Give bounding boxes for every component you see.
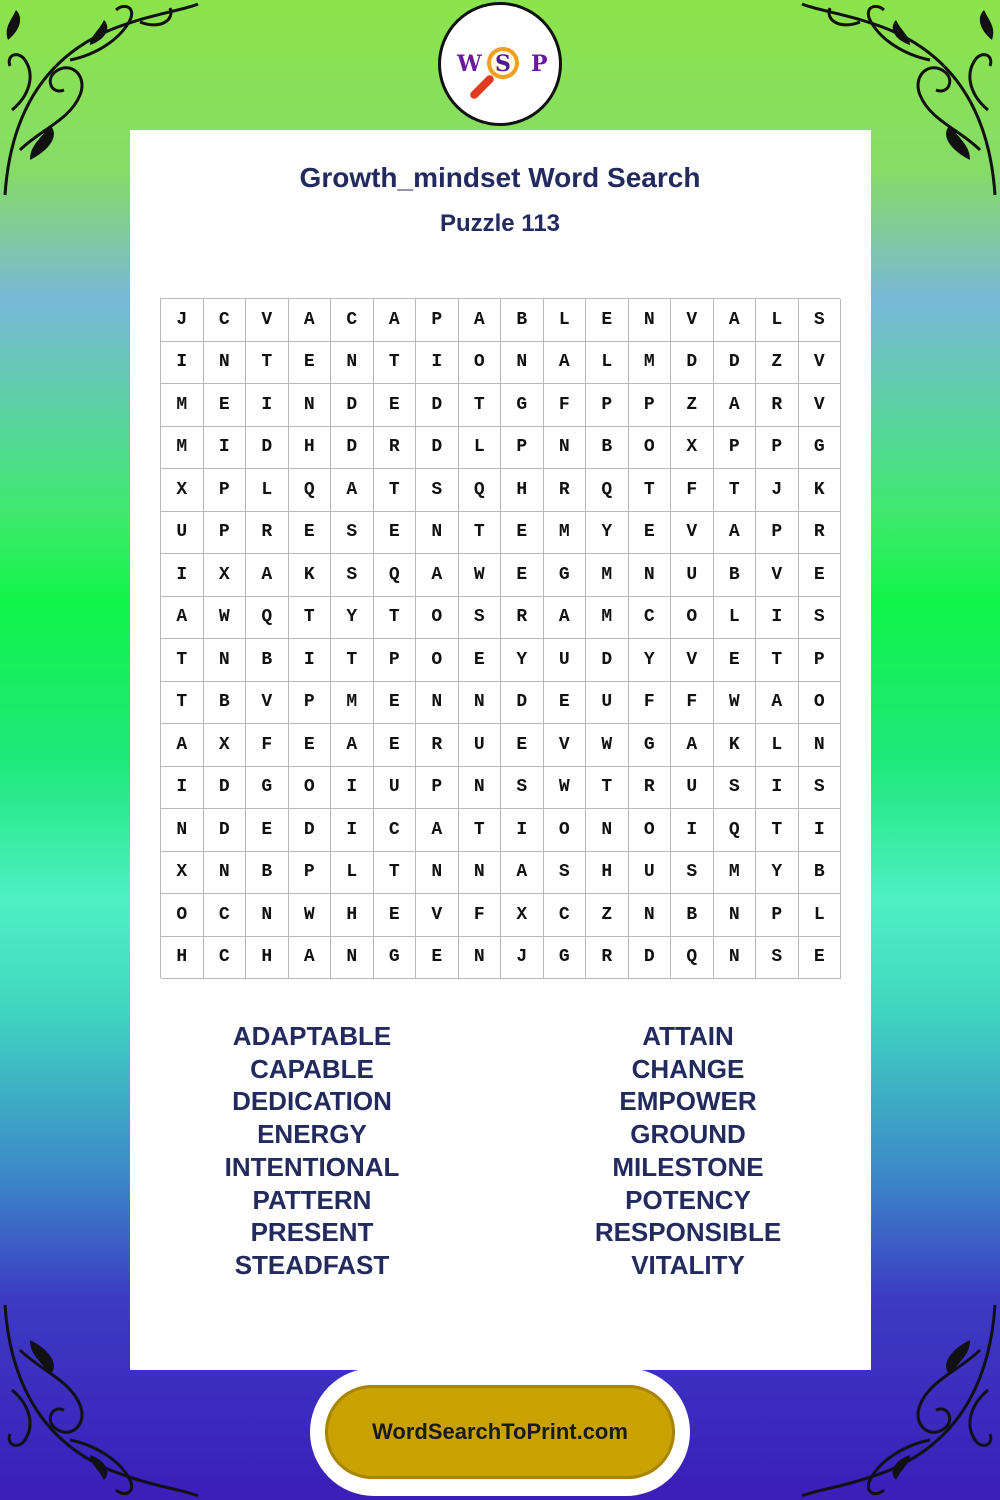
grid-cell[interactable]: A xyxy=(544,342,587,385)
word-item: EMPOWER xyxy=(619,1086,757,1117)
grid-cell[interactable]: B xyxy=(246,852,289,895)
grid-cell[interactable]: S xyxy=(501,767,544,810)
word-item: VITALITY xyxy=(631,1249,745,1280)
grid-cell[interactable]: U xyxy=(671,554,714,597)
grid-cell[interactable]: X xyxy=(204,554,247,597)
grid-cell[interactable]: E xyxy=(289,342,332,385)
grid-cell[interactable]: S xyxy=(799,767,842,810)
grid-cell[interactable]: T xyxy=(161,639,204,682)
grid-cell[interactable]: S xyxy=(544,852,587,895)
grid-cell[interactable]: G xyxy=(799,427,842,470)
grid-cell[interactable]: Z xyxy=(671,384,714,427)
website-link-button[interactable]: WordSearchToPrint.com xyxy=(325,1385,675,1479)
grid-cell[interactable]: U xyxy=(586,682,629,725)
grid-cell[interactable]: P xyxy=(289,682,332,725)
grid-cell[interactable]: K xyxy=(714,724,757,767)
grid-cell[interactable]: L xyxy=(714,597,757,640)
grid-cell[interactable]: B xyxy=(586,427,629,470)
grid-cell[interactable]: E xyxy=(374,512,417,555)
grid-cell[interactable]: I xyxy=(799,809,842,852)
grid-cell[interactable]: O xyxy=(799,682,842,725)
grid-cell[interactable]: S xyxy=(714,767,757,810)
grid-cell[interactable]: C xyxy=(204,894,247,937)
grid-cell[interactable]: T xyxy=(586,767,629,810)
magnifier-handle-icon xyxy=(469,74,496,101)
grid-cell[interactable]: V xyxy=(799,342,842,385)
grid-cell[interactable]: E xyxy=(289,512,332,555)
grid-cell[interactable]: N xyxy=(459,937,502,980)
grid-cell[interactable]: O xyxy=(629,427,672,470)
word-item: ENERGY xyxy=(257,1119,367,1150)
grid-cell[interactable]: I xyxy=(671,809,714,852)
grid-cell[interactable]: E xyxy=(246,809,289,852)
grid-cell[interactable]: V xyxy=(246,682,289,725)
grid-cell[interactable]: T xyxy=(246,342,289,385)
grid-cell[interactable]: A xyxy=(671,724,714,767)
grid-cell[interactable]: D xyxy=(671,342,714,385)
grid-cell[interactable]: T xyxy=(714,469,757,512)
grid-cell[interactable]: K xyxy=(799,469,842,512)
grid-cell[interactable]: R xyxy=(501,597,544,640)
grid-cell[interactable]: J xyxy=(501,937,544,980)
word-item: INTENTIONAL xyxy=(224,1151,400,1182)
grid-cell[interactable]: M xyxy=(331,682,374,725)
grid-cell[interactable]: W xyxy=(586,724,629,767)
grid-cell[interactable]: N xyxy=(459,852,502,895)
grid-cell[interactable]: J xyxy=(756,469,799,512)
grid-cell[interactable]: E xyxy=(204,384,247,427)
grid-cell[interactable]: P xyxy=(204,512,247,555)
grid-cell[interactable]: C xyxy=(544,894,587,937)
grid-cell[interactable]: P xyxy=(416,299,459,342)
grid-cell[interactable]: V xyxy=(756,554,799,597)
grid-cell[interactable]: I xyxy=(756,597,799,640)
grid-cell[interactable]: T xyxy=(459,809,502,852)
grid-cell[interactable]: N xyxy=(629,894,672,937)
grid-cell[interactable]: D xyxy=(204,809,247,852)
grid-cell[interactable]: S xyxy=(799,299,842,342)
grid-cell[interactable]: D xyxy=(331,384,374,427)
grid-cell[interactable]: I xyxy=(161,342,204,385)
grid-cell[interactable]: N xyxy=(629,554,672,597)
grid-cell[interactable]: E xyxy=(374,724,417,767)
grid-cell[interactable]: T xyxy=(629,469,672,512)
grid-cell[interactable]: M xyxy=(544,512,587,555)
grid-cell[interactable]: C xyxy=(374,809,417,852)
grid-cell[interactable]: L xyxy=(544,299,587,342)
grid-cell[interactable]: E xyxy=(289,724,332,767)
grid-cell[interactable]: C xyxy=(204,299,247,342)
grid-cell[interactable]: P xyxy=(629,384,672,427)
grid-cell[interactable]: Y xyxy=(586,512,629,555)
grid-cell[interactable]: Q xyxy=(586,469,629,512)
grid-cell[interactable]: S xyxy=(331,554,374,597)
grid-cell[interactable]: E xyxy=(799,554,842,597)
grid-cell[interactable]: P xyxy=(714,427,757,470)
grid-cell[interactable]: L xyxy=(756,724,799,767)
grid-cell[interactable]: B xyxy=(671,894,714,937)
grid-cell[interactable]: T xyxy=(459,384,502,427)
word-item: CAPABLE xyxy=(250,1053,374,1084)
grid-cell[interactable]: L xyxy=(586,342,629,385)
grid-cell[interactable]: X xyxy=(204,724,247,767)
grid-cell[interactable]: A xyxy=(544,597,587,640)
grid-cell[interactable]: N xyxy=(204,852,247,895)
grid-cell[interactable]: Y xyxy=(501,639,544,682)
grid-cell[interactable]: N xyxy=(416,852,459,895)
grid-cell[interactable]: R xyxy=(629,767,672,810)
grid-cell[interactable]: I xyxy=(246,384,289,427)
grid-cell[interactable]: O xyxy=(416,639,459,682)
grid-cell[interactable]: M xyxy=(161,427,204,470)
grid-cell[interactable]: P xyxy=(799,639,842,682)
grid-cell[interactable]: N xyxy=(459,767,502,810)
grid-cell[interactable]: M xyxy=(629,342,672,385)
grid-cell[interactable]: Q xyxy=(714,809,757,852)
grid-cell[interactable]: P xyxy=(416,767,459,810)
grid-cell[interactable]: E xyxy=(416,937,459,980)
grid-cell[interactable]: E xyxy=(374,682,417,725)
grid-cell[interactable]: V xyxy=(416,894,459,937)
grid-cell[interactable]: Q xyxy=(671,937,714,980)
grid-cell[interactable]: Q xyxy=(374,554,417,597)
grid-cell[interactable]: R xyxy=(756,384,799,427)
grid-cell[interactable]: C xyxy=(204,937,247,980)
grid-cell[interactable]: O xyxy=(629,809,672,852)
grid-cell[interactable]: S xyxy=(799,597,842,640)
grid-cell[interactable]: A xyxy=(501,852,544,895)
grid-cell[interactable]: N xyxy=(161,809,204,852)
grid-cell[interactable]: F xyxy=(246,724,289,767)
grid-cell[interactable]: I xyxy=(161,767,204,810)
grid-cell[interactable]: V xyxy=(544,724,587,767)
grid-cell[interactable]: N xyxy=(246,894,289,937)
grid-cell[interactable]: N xyxy=(714,894,757,937)
grid-cell[interactable]: A xyxy=(756,682,799,725)
grid-cell[interactable]: P xyxy=(586,384,629,427)
logo-letter-s: S xyxy=(495,51,511,77)
grid-cell[interactable]: T xyxy=(374,597,417,640)
grid-cell[interactable]: A xyxy=(331,469,374,512)
puzzle-number: Puzzle 113 xyxy=(439,210,561,237)
grid-cell[interactable]: G xyxy=(246,767,289,810)
grid-cell[interactable]: N xyxy=(289,384,332,427)
grid-cell[interactable]: A xyxy=(459,299,502,342)
grid-cell[interactable]: A xyxy=(289,299,332,342)
grid-cell[interactable]: R xyxy=(246,512,289,555)
grid-cell[interactable]: X xyxy=(161,852,204,895)
grid-cell[interactable]: I xyxy=(289,639,332,682)
grid-cell[interactable]: A xyxy=(714,384,757,427)
word-item: CHANGE xyxy=(631,1053,745,1084)
grid-cell[interactable]: N xyxy=(799,724,842,767)
word-item: PATTERN xyxy=(252,1184,372,1215)
grid-cell[interactable]: S xyxy=(459,597,502,640)
grid-cell[interactable]: R xyxy=(544,469,587,512)
grid-cell[interactable]: L xyxy=(246,469,289,512)
grid-cell[interactable]: N xyxy=(459,682,502,725)
grid-cell[interactable]: D xyxy=(416,384,459,427)
grid-cell[interactable]: T xyxy=(756,639,799,682)
grid-cell[interactable]: R xyxy=(799,512,842,555)
grid-cell[interactable]: B xyxy=(204,682,247,725)
grid-cell[interactable]: Y xyxy=(331,597,374,640)
grid-cell[interactable]: P xyxy=(756,894,799,937)
grid-cell[interactable]: W xyxy=(204,597,247,640)
grid-cell[interactable]: U xyxy=(629,852,672,895)
grid-cell[interactable]: D xyxy=(586,639,629,682)
grid-cell[interactable]: N xyxy=(331,342,374,385)
grid-cell[interactable]: F xyxy=(671,469,714,512)
grid-cell[interactable]: M xyxy=(714,852,757,895)
grid-cell[interactable]: U xyxy=(544,639,587,682)
grid-cell[interactable]: A xyxy=(374,299,417,342)
page-title: Growth_mindset Word Search xyxy=(299,162,701,193)
grid-cell[interactable]: O xyxy=(671,597,714,640)
grid-cell[interactable]: X xyxy=(501,894,544,937)
grid-cell[interactable]: I xyxy=(204,427,247,470)
grid-cell[interactable]: W xyxy=(289,894,332,937)
grid-cell[interactable]: D xyxy=(289,809,332,852)
grid-cell[interactable]: A xyxy=(416,809,459,852)
grid-cell[interactable]: N xyxy=(714,937,757,980)
grid-cell[interactable]: O xyxy=(416,597,459,640)
grid-cell[interactable]: P xyxy=(501,427,544,470)
grid-cell[interactable]: P xyxy=(204,469,247,512)
grid-cell[interactable]: M xyxy=(161,384,204,427)
grid-cell[interactable]: I xyxy=(331,809,374,852)
word-item: POTENCY xyxy=(625,1184,751,1215)
grid-cell[interactable]: D xyxy=(501,682,544,725)
logo-letter-w: W xyxy=(457,51,482,77)
grid-cell[interactable]: H xyxy=(289,427,332,470)
grid-cell[interactable]: N xyxy=(416,682,459,725)
grid-cell[interactable]: H xyxy=(331,894,374,937)
grid-cell[interactable]: O xyxy=(459,342,502,385)
grid-cell[interactable]: E xyxy=(714,639,757,682)
letter-grid[interactable] xyxy=(160,298,840,978)
grid-cell[interactable]: E xyxy=(501,512,544,555)
grid-cell[interactable]: I xyxy=(416,342,459,385)
grid-cell[interactable]: N xyxy=(204,639,247,682)
grid-cell[interactable]: E xyxy=(374,384,417,427)
grid-cell[interactable]: T xyxy=(331,639,374,682)
word-item: ATTAIN xyxy=(642,1021,734,1051)
grid-cell[interactable]: U xyxy=(671,767,714,810)
grid-cell[interactable]: P xyxy=(374,639,417,682)
grid-cell[interactable]: V xyxy=(671,299,714,342)
word-list-left xyxy=(162,1020,462,1282)
word-item: PRESENT xyxy=(250,1217,374,1248)
grid-cell[interactable]: Z xyxy=(756,342,799,385)
grid-cell[interactable]: T xyxy=(374,342,417,385)
grid-cell[interactable]: C xyxy=(629,597,672,640)
grid-cell[interactable]: A xyxy=(714,512,757,555)
grid-cell[interactable]: V xyxy=(671,512,714,555)
grid-cell[interactable]: S xyxy=(331,512,374,555)
grid-cell[interactable]: E xyxy=(586,299,629,342)
grid-cell[interactable]: F xyxy=(544,384,587,427)
grid-cell[interactable]: S xyxy=(416,469,459,512)
word-item: DEDICATION xyxy=(232,1086,392,1117)
grid-cell[interactable]: G xyxy=(501,384,544,427)
grid-cell[interactable]: C xyxy=(331,299,374,342)
grid-cell[interactable]: I xyxy=(756,767,799,810)
grid-cell[interactable]: W xyxy=(544,767,587,810)
grid-cell[interactable]: Z xyxy=(586,894,629,937)
grid-cell[interactable]: A xyxy=(161,724,204,767)
grid-cell[interactable]: G xyxy=(544,554,587,597)
grid-cell[interactable]: Q xyxy=(459,469,502,512)
grid-cell[interactable]: A xyxy=(246,554,289,597)
grid-cell[interactable]: M xyxy=(586,597,629,640)
grid-cell[interactable]: N xyxy=(204,342,247,385)
grid-cell[interactable]: W xyxy=(459,554,502,597)
grid-cell[interactable]: V xyxy=(246,299,289,342)
grid-cell[interactable]: R xyxy=(586,937,629,980)
grid-cell[interactable]: O xyxy=(161,894,204,937)
grid-cell[interactable]: D xyxy=(246,427,289,470)
grid-cell[interactable]: U xyxy=(459,724,502,767)
grid-cell[interactable]: N xyxy=(629,299,672,342)
grid-cell[interactable]: N xyxy=(331,937,374,980)
grid-cell[interactable]: B xyxy=(246,639,289,682)
grid-cell[interactable]: N xyxy=(586,809,629,852)
grid-cell[interactable]: N xyxy=(501,342,544,385)
grid-cell[interactable]: B xyxy=(501,299,544,342)
grid-cell[interactable]: Y xyxy=(756,852,799,895)
grid-cell[interactable]: F xyxy=(629,682,672,725)
grid-cell[interactable]: E xyxy=(501,554,544,597)
grid-cell[interactable]: H xyxy=(501,469,544,512)
grid-cell[interactable]: V xyxy=(671,639,714,682)
grid-cell[interactable]: G xyxy=(374,937,417,980)
grid-cell[interactable]: E xyxy=(799,937,842,980)
grid-cell[interactable]: E xyxy=(629,512,672,555)
grid-cell[interactable]: A xyxy=(331,724,374,767)
grid-cell[interactable]: J xyxy=(161,299,204,342)
grid-cell[interactable]: L xyxy=(756,299,799,342)
grid-cell[interactable]: A xyxy=(161,597,204,640)
grid-cell[interactable]: H xyxy=(161,937,204,980)
wsp-logo[interactable] xyxy=(438,2,562,126)
grid-cell[interactable]: T xyxy=(374,852,417,895)
grid-cell[interactable]: Q xyxy=(289,469,332,512)
word-item: RESPONSIBLE xyxy=(594,1217,782,1248)
grid-cell[interactable]: F xyxy=(459,894,502,937)
grid-cell[interactable]: G xyxy=(629,724,672,767)
grid-cell[interactable]: D xyxy=(714,342,757,385)
grid-cell[interactable]: U xyxy=(161,512,204,555)
grid-cell[interactable]: T xyxy=(459,512,502,555)
logo-letter-p: P xyxy=(531,51,548,77)
grid-cell[interactable]: T xyxy=(161,682,204,725)
grid-cell[interactable]: A xyxy=(714,299,757,342)
grid-cell[interactable]: S xyxy=(756,937,799,980)
grid-cell[interactable]: W xyxy=(714,682,757,725)
grid-cell[interactable]: I xyxy=(501,809,544,852)
word-item: MILESTONE xyxy=(612,1151,764,1182)
grid-cell[interactable]: H xyxy=(586,852,629,895)
grid-cell[interactable]: U xyxy=(374,767,417,810)
word-item: GROUND xyxy=(630,1119,746,1150)
grid-cell[interactable]: T xyxy=(756,809,799,852)
grid-cell[interactable]: Y xyxy=(629,639,672,682)
grid-cell[interactable]: G xyxy=(544,937,587,980)
grid-cell[interactable]: B xyxy=(714,554,757,597)
grid-cell[interactable]: K xyxy=(289,554,332,597)
word-item: STEADFAST xyxy=(234,1249,390,1280)
grid-cell[interactable]: A xyxy=(289,937,332,980)
grid-cell[interactable]: V xyxy=(799,384,842,427)
grid-cell[interactable]: E xyxy=(544,682,587,725)
grid-cell[interactable]: L xyxy=(799,894,842,937)
grid-cell[interactable]: Q xyxy=(246,597,289,640)
grid-cell[interactable]: P xyxy=(756,512,799,555)
grid-cell[interactable]: T xyxy=(374,469,417,512)
grid-cell[interactable]: B xyxy=(799,852,842,895)
grid-cell[interactable]: X xyxy=(671,427,714,470)
grid-cell[interactable]: P xyxy=(289,852,332,895)
grid-cell[interactable]: N xyxy=(544,427,587,470)
grid-cell[interactable]: L xyxy=(459,427,502,470)
grid-cell[interactable]: P xyxy=(756,427,799,470)
word-list-right xyxy=(538,1020,838,1282)
grid-cell[interactable]: M xyxy=(586,554,629,597)
grid-cell[interactable]: T xyxy=(289,597,332,640)
grid-cell[interactable]: A xyxy=(416,554,459,597)
grid-cell[interactable]: F xyxy=(671,682,714,725)
grid-cell[interactable]: D xyxy=(416,427,459,470)
grid-cell[interactable]: X xyxy=(161,469,204,512)
grid-cell[interactable]: D xyxy=(629,937,672,980)
grid-cell[interactable]: I xyxy=(161,554,204,597)
grid-cell[interactable]: O xyxy=(544,809,587,852)
grid-cell[interactable]: I xyxy=(331,767,374,810)
grid-cell[interactable]: D xyxy=(331,427,374,470)
grid-cell[interactable]: H xyxy=(246,937,289,980)
grid-cell[interactable]: L xyxy=(331,852,374,895)
grid-cell[interactable]: R xyxy=(374,427,417,470)
grid-cell[interactable]: E xyxy=(459,639,502,682)
grid-cell[interactable]: D xyxy=(204,767,247,810)
word-item: ADAPTABLE xyxy=(232,1021,392,1051)
grid-cell[interactable]: R xyxy=(416,724,459,767)
grid-cell[interactable]: O xyxy=(289,767,332,810)
grid-cell[interactable]: S xyxy=(671,852,714,895)
grid-cell[interactable]: E xyxy=(501,724,544,767)
grid-cell[interactable]: N xyxy=(416,512,459,555)
grid-cell[interactable]: E xyxy=(374,894,417,937)
